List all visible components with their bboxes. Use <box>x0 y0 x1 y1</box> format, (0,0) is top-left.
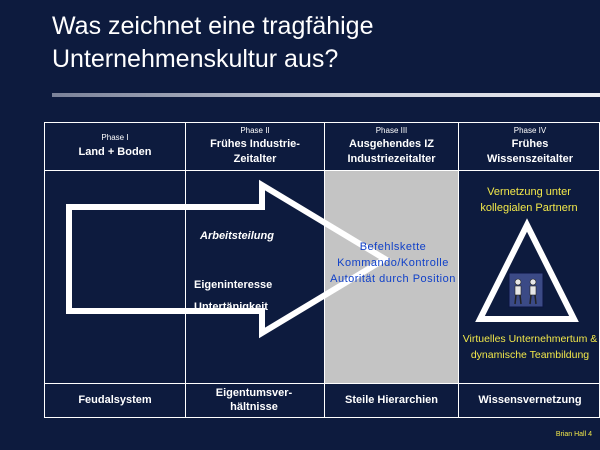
slide-title-line-1: Was zeichnet eine tragfähige <box>52 12 374 40</box>
author-credit: Brian Hall 4 <box>555 431 592 438</box>
title-divider <box>52 93 600 97</box>
phase-3-description: Befehlskette Kommando/Kontrolle Autorität durch Position <box>330 241 456 285</box>
slide-title <box>52 10 572 76</box>
eigeninteresse-text: Eigeninteresse <box>194 279 273 291</box>
phase-4-structure: Wissensvernetzung <box>478 394 582 406</box>
arbeitsteilung-text: Arbeitsteilung <box>200 230 274 242</box>
phase-2-name: Frühes Industrie-Zeitalter <box>210 138 300 165</box>
phase-3-name: Ausgehendes IZ Industriezeitalter <box>347 138 436 165</box>
phase-1-structure: Feudalsystem <box>78 394 152 406</box>
evolution-arrow-graphic <box>45 123 600 419</box>
phase-table <box>44 122 600 418</box>
phase-2-label: Phase II <box>240 126 270 135</box>
phase-4-network-text: Vernetzung unter kollegialen Partnern <box>480 186 578 214</box>
untertaenigkeit-text: Untertänigkeit <box>194 301 268 313</box>
phase-2-structure: Eigentumsver-hältnisse <box>215 387 293 413</box>
phase-1-name: Land + Boden <box>78 146 152 158</box>
phase-1-label: Phase I <box>101 133 129 142</box>
phase-4-name: Frühes Wissenszeitalter <box>486 138 574 165</box>
phase-3-label: Phase III <box>375 126 408 135</box>
phase-3-structure: Steile Hierarchien <box>345 394 438 406</box>
slide-title-line-2: Unternehmenskultur aus? <box>52 45 339 73</box>
phase-4-virtual-text: Virtuelles Unternehmertum & dynamische Teambildung <box>462 333 598 361</box>
team-people-icon <box>509 273 543 307</box>
phase-4-label: Phase IV <box>513 126 547 135</box>
